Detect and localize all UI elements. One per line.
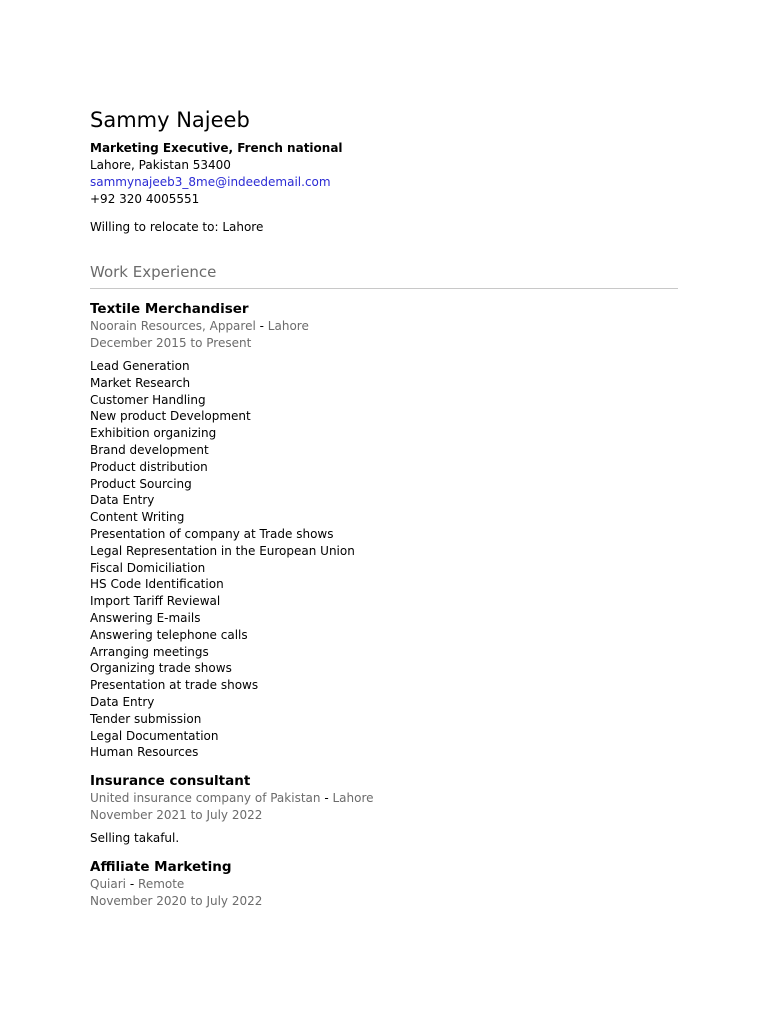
duty-item: Data Entry xyxy=(90,493,155,508)
duty-item: HS Code Identification xyxy=(90,577,224,592)
duty-item: Answering telephone calls xyxy=(90,627,248,642)
duty-item: Exhibition organizing xyxy=(90,426,217,441)
duty-item: Presentation at trade shows xyxy=(90,678,259,693)
job-entry xyxy=(90,301,678,761)
job-dates: December 2015 to Present xyxy=(90,336,252,350)
job-company: Quiari xyxy=(90,877,127,892)
job-location: Lahore xyxy=(267,319,309,333)
job-location: Lahore xyxy=(332,791,374,806)
job-separator: - xyxy=(259,319,264,333)
job-dates: November 2020 to July 2022 xyxy=(90,894,263,909)
duty-item: Answering E-mails xyxy=(90,610,201,625)
resume-page xyxy=(90,105,678,910)
duty-item: Import Tariff Reviewal xyxy=(90,594,221,609)
duty-item: Human Resources xyxy=(90,745,199,760)
job-entry xyxy=(90,859,678,910)
duty-item: Customer Handling xyxy=(90,392,206,407)
job-company-location xyxy=(90,876,678,893)
job-company-location xyxy=(90,790,678,807)
duty-item: Arranging meetings xyxy=(90,644,209,659)
job-company: Noorain Resources, Apparel xyxy=(90,319,256,333)
duty-item: Product distribution xyxy=(90,459,208,474)
duty-item: Data Entry xyxy=(90,694,155,709)
duty-item: New product Development xyxy=(90,409,251,424)
candidate-phone: +92 320 4005551 xyxy=(90,192,200,206)
duty-item: Tender submission xyxy=(90,711,202,726)
duty-item: Legal Documentation xyxy=(90,728,219,743)
job-title: Insurance consultant xyxy=(90,773,251,790)
candidate-name: Sammy Najeeb xyxy=(90,108,250,132)
job-title: Textile Merchandiser xyxy=(90,301,249,317)
relocate-preference: Willing to relocate to: Lahore xyxy=(90,220,264,234)
duty-item: Market Research xyxy=(90,375,191,390)
duty-item: Lead Generation xyxy=(90,359,190,373)
job-description: Selling takaful. xyxy=(90,831,180,846)
candidate-headline: Marketing Executive, French national xyxy=(90,141,343,155)
work-experience-heading: Work Experience xyxy=(90,262,678,289)
candidate-email-row xyxy=(90,174,678,191)
job-dates: November 2021 to July 2022 xyxy=(90,808,263,823)
duty-item: Legal Representation in the European Union xyxy=(90,543,355,558)
duty-item: Brand development xyxy=(90,442,209,457)
duty-item: Presentation of company at Trade shows xyxy=(90,526,334,541)
duty-item: Fiscal Domiciliation xyxy=(90,560,206,575)
duty-item: Organizing trade shows xyxy=(90,661,232,676)
duty-item: Product Sourcing xyxy=(90,476,192,491)
job-location: Remote xyxy=(138,877,185,892)
job-company-location xyxy=(90,318,678,335)
job-duties-list xyxy=(90,358,678,761)
job-separator: - xyxy=(324,791,329,806)
job-entry xyxy=(90,773,678,847)
job-company: United insurance company of Pakistan xyxy=(90,791,321,806)
duty-item: Content Writing xyxy=(90,510,185,525)
candidate-email-link[interactable]: sammynajeeb3_8me@indeedemail.com xyxy=(90,175,331,189)
candidate-location: Lahore, Pakistan 53400 xyxy=(90,158,231,172)
job-title: Affiliate Marketing xyxy=(90,859,232,876)
job-separator: - xyxy=(129,877,135,892)
